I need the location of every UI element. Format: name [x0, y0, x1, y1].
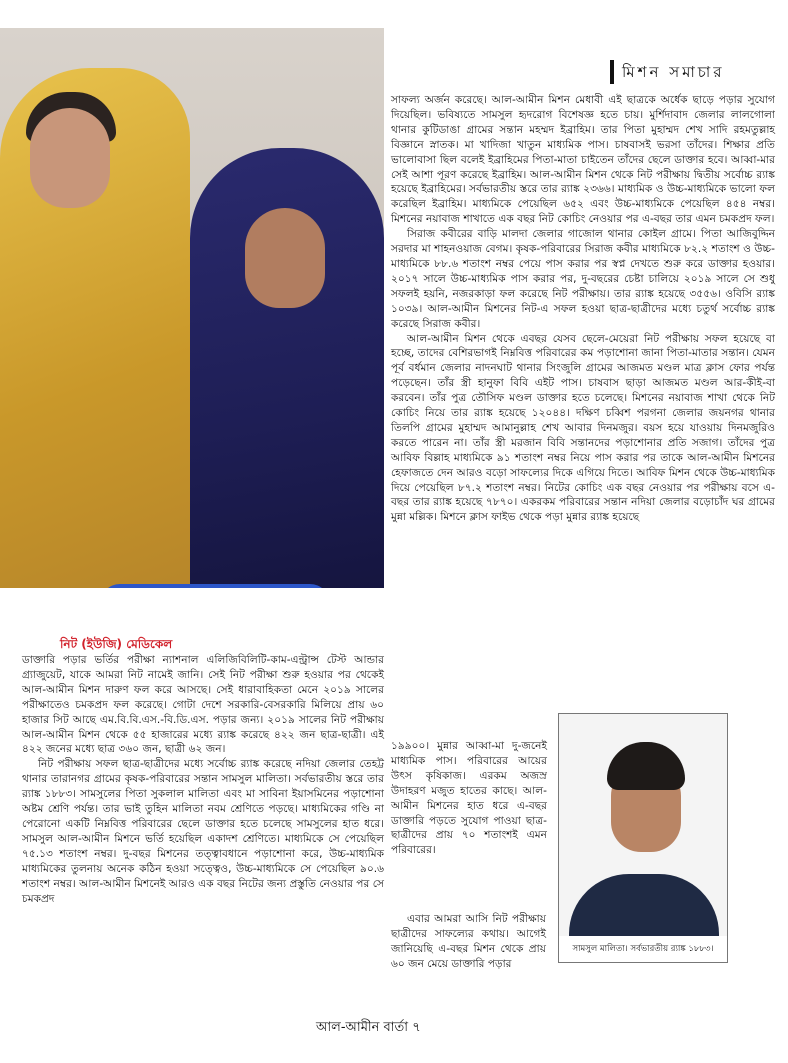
paragraph: নিট পরীক্ষায় সফল ছাত্র-ছাত্রীদের মধ্যে সর্বোচ্চ র‍্যাঙ্ক করেছে নদিয়া জেলার তেহট্ট থানার তারানগর গ্রামের কৃষক-পরিবারের সন্তান সামসুল মালিতা। সর্বভারতীয় স্তরে তার র‍্যাঙ্ক ১৮৮৩। সামসুলের পিতা সুকলাল মালিতা এবং মা সাবিনা ইয়াসমিনের পড়াশোনা অষ্টম শ্রেণি পর্যন্ত। তার ভাই তুহিন মালিতা নবম শ্রেণিতে পড়ছে। মাধ্যমিকের গণ্ডি না পেরোনো একটি নিম্নবিত্ত পরিবারের ছেলে ডাক্তার হতে চলেছে সামসুলের হাত ধরে। সামসুল আল-আমীন মিশনে ভর্তি হয়েছিল একাদশ শ্রেণিতে। মাধ্যমিকে সে পেয়েছিল ৭৫.১৩ শতাংশ নম্বর। দু-বছর মিশনের তত্ত্বাবধানে পড়াশোনা করে, উচ্চ-মাধ্যমিক মাধ্যমিকের তুলনায় অনেক কঠিন হওয়া সত্ত্বেও, উচ্চ-মাধ্যমিকে সে পেয়েছিল ৯০.৬ শতাংশ নম্বর। আল-আমীন মিশনেই আরও এক বছর নিটের জন্য প্রস্তুতি নেওয়ার পর সে চমকপ্রদ	[22, 758, 384, 905]
chair-backrest	[100, 584, 330, 588]
photo-caption: সামসুল মালিতা। সর্বভারতীয় র‍্যাঙ্ক ১৮৮৩।	[559, 936, 727, 962]
article-column-inset	[391, 739, 547, 858]
article-column-left	[22, 653, 384, 906]
page-footer: আল-আমীন বার্তা ৭	[316, 1020, 421, 1035]
paragraph: ডাক্তারি পড়ার ভর্তির পরীক্ষা ন্যাশনাল এলিজিবিলিটি-কাম-এন্ট্রান্স টেস্ট আন্ডার গ্র্যাজুয়েট, যাকে আমরা নিট নামেই জানি। সেই নিট পরীক্ষা শুরু হওয়ার পর থেকেই আল-আমীন মিশন দারুণ ফল করে আসছে। সেই ধারাবাহিকতা মেনে ২০১৯ সালের পরীক্ষাতেও চমকপ্রদ ফল করেছে। গোটা দেশে সরকারি-বেসরকারি মিলিয়ে প্রায় ৬০ হাজার সিট আছে এম.বি.বি.এস.-বি.ডি.এস. পড়ার জন্য। ২০১৯ সালের নিট পরীক্ষায় আল-আমীন মিশন থেকে ৫৫ হাজারের মধ্যে র‍্যাঙ্ক করেছে ৪২২ জন ছাত্র-ছাত্রী। এই ৪২২ জনের মধ্যে ছাত্র ৩৬০ জন, ছাত্রী ৬২ জন।	[22, 654, 384, 756]
paragraph: সাফল্য অর্জন করেছে। আল-আমীন মিশন মেধাবী এই ছাত্রকে অর্ধেক ছাড়ে পড়ার সুযোগ দিয়েছিল। ভবিষ্যতে সামসুল হৃদরোগ বিশেষজ্ঞ হতে চায়। মুর্শিদাবাদ জেলার লালগোলা থানার কুটিডাঙা গ্রামের সন্তান মহম্মদ ইব্রাহিম। তার পিতা মুহাম্মদ শেখ সাদি রহমতুল্লাহ বিজ্ঞানে স্নাতক। মা খাদিজা খাতুন মাধ্যমিক পাস। চাষবাসই ভরসা তাঁদের। শিক্ষার প্রতি ভালোবাসা ছিল বলেই ইব্রাহিমের পিতা-মাতা চাইতেন তাঁদের ছেলে ডাক্তার হবে। আব্বা-মার সেই আশা পূরণ করেছে ইব্রাহিম। আল-আমীন মিশন থেকে নিট পরীক্ষায় দ্বিতীয় সর্বোচ্চ র‍্যাঙ্ক হয়েছে ইব্রাহিমের। সর্বভারতীয় স্তরে তার র‍্যাঙ্ক ২৩৬৬। মাধ্যমিক ও উচ্চ-মাধ্যমিকে ভালো ফল করেছিল ইব্রাহিম। মাধ্যমিকে পেয়েছিল ৬৫২ এবং উচ্চ-মাধ্যমিকে পেয়েছিল ৪৫৪ নম্বর। মিশনের নয়াবাজ শাখাতে এক বছর নিট কোচিং নেওয়ার পর এ-বছর তার এমন চমকপ্রদ ফল।	[391, 94, 775, 226]
paragraph: ১৯৯০০। মুন্নার আব্বা-মা দু-জনেই মাধ্যমিক পাস। পরিবারের আয়ের উৎস কৃষিকাজ। এরকম অজস্র উদাহরণ মজুত হাতের কাছে। আল-আমীন মিশনের হাত ধরে এ-বছর ডাক্তারি পড়তে সুযোগ পাওয়া ছাত্র-ছাত্রীদের প্রায় ৭০ শতাংশই এমন পরিবারের।	[391, 740, 547, 857]
section-title: নিট (ইউজি) মেডিকেল	[60, 637, 173, 651]
student-face-left	[30, 108, 110, 208]
paragraph: আল-আমীন মিশন থেকে এবছর যেসব ছেলে-মেয়েরা নিট পরীক্ষায় সফল হয়েছে বা হচ্ছে, তাদের বেশিরভাগই নিম্নবিত্ত পরিবারের কম পড়াশোনা জানা পিতা-মাতার সন্তান। যেমন পূর্ব বর্ধমান জেলার নাদনঘাট থানার সিংজুলি গ্রামের আজমত মণ্ডল মাত্র ক্লাস ফোর পর্যন্ত পড়েছেন। তাঁর স্ত্রী হানুফা বিবি এইট পাস। চাষবাস ছাড়া আজমত মণ্ডল আর-কীই-বা করবেন। তাঁর পুত্র তৌসিফ মণ্ডল ডাক্তার হতে চলেছে। মিশনের নয়াবাজ শাখা থেকে নিট কোচিং নিয়ে তার র‍্যাঙ্ক হয়েছে ১২০৪৪। দক্ষিণ চব্বিশ পরগনা জেলার জয়নগর থানার তিলপি গ্রামের মুহাম্মদ আমানুল্লাহ শেখ আবার দিনমজুর। বয়স হয়ে যাওয়ায় দিনমজুরিও করতে পারেন না। তাঁর স্ত্রী মরজান বিবি সন্তানদের পড়াশোনার প্রতি সজাগ। তাঁদের পুত্র আবিফ বিল্লাহ মাধ্যমিকে ৯১ শতাংশ নম্বর নিয়ে পাস করার পর তাকে আল-আমীন মিশনের হেফাজতে দেন আরও বড়ো সাফল্যের দিকে এগিয়ে দিতে। আবিফ মিশন থেকে উচ্চ-মাধ্যমিক দিয়ে পেয়েছিল ৮৭.২ শতাংশ নম্বর। নিটের কোচিং এক বছর নেওয়ার পর পরীক্ষায় বসে এ-বছর তার র‍্যাঙ্ক হয়েছে ৭৮৭০। একরকম পরিবারের সন্তান নদিয়া জেলার বড়োচাঁদ ঘর গ্রামের মুন্না মল্লিক। মিশনে ক্লাস ফাইভ থেকে পড়া মুন্নার র‍্যাঙ্ক হয়েছে	[391, 332, 775, 524]
portrait-photo	[558, 713, 728, 963]
portrait-hair	[607, 742, 685, 790]
section-header: মিশন সমাচার	[610, 60, 788, 84]
article-column-right	[391, 93, 775, 525]
paragraph: এবার আমরা আসি নিট পরীক্ষায় ছাত্রীদের সাফল্যের কথায়। আগেই জানিয়েছি এ-বছর মিশন থেকে প্রায় ৬০ জন মেয়ে ডাক্তারি পড়ার	[391, 913, 546, 970]
paragraph: সিরাজ কবীরের বাড়ি মালদা জেলার গাজোল থানার কোইল গ্রামে। পিতা আজিবুদ্দিন সরদার মা শাহনওয়াজ বেগম। কৃষক-পরিবারের সিরাজ কবীর মাধ্যমিকে ৮২.২ শতাংশ ও উচ্চ-মাধ্যমিকে ৮৮.৬ শতাংশ নম্বর পেয়ে পাস করার পর স্বপ্ন দেখতে শুরু করে ডাক্তার হওয়ার। ২০১৭ সালে উচ্চ-মাধ্যমিক পাস করার পর, দু-বছরের চেষ্টা চালিয়ে ২০১৯ সালে সে শুধু সফলই হয়নি, নজরকাড়া ফল করেছে নিট পরীক্ষায়। তার র‍্যাঙ্ক হয়েছে ৩৫৫৬। ওবিসি র‍্যাঙ্ক ১০৩৯। আল-আমীন মিশনের নিট-এ সফল হওয়া ছাত্র-ছাত্রীদের মধ্যে চতুর্থ সর্বোচ্চ র‍্যাঙ্ক করেছে সিরাজ কবীর।	[391, 228, 776, 330]
students-photo	[0, 28, 384, 588]
student-face-right	[245, 208, 325, 308]
article-column-bottom	[391, 912, 546, 972]
